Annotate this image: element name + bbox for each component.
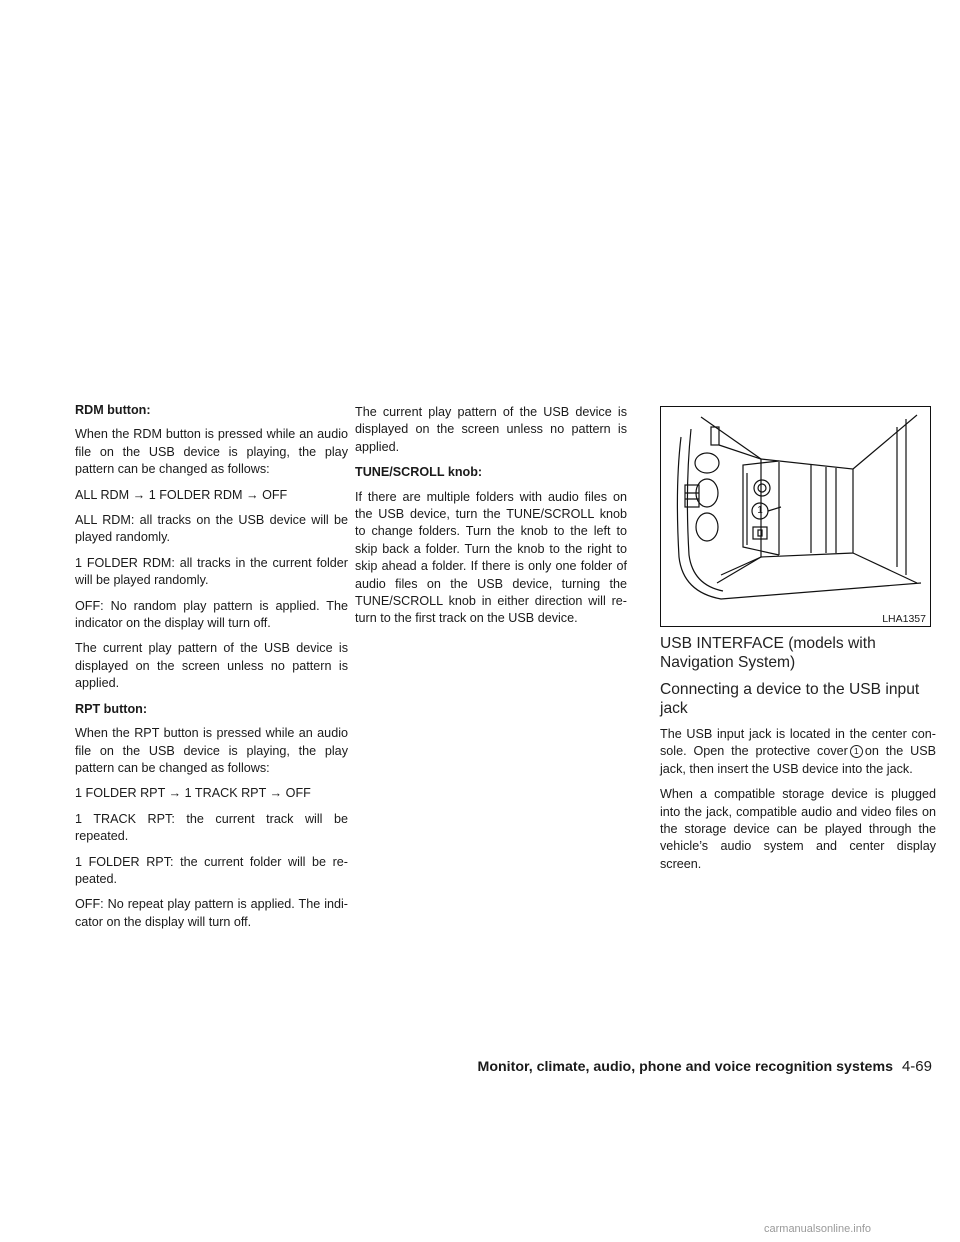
usb-jack-location-text bbox=[660, 726, 936, 778]
usb-jack-illustration bbox=[660, 406, 931, 627]
rdm-current-pattern: The current play pattern of the USB device is displayed on the screen unless no pattern is applied. bbox=[75, 641, 348, 691]
tune-scroll-desc: If there are multiple folders with audio files on the USB device, turn the TUNE/SCROLL knob to change folders. Turn the knob to the left to skip back a folder. Turn the knob to the right to skip ahead a folder. If there is only one folder of audio files on the USB device, turning the TUNE/SCROLL knob in either direction will re-turn to the first track on the USB device. bbox=[355, 489, 627, 626]
column-right bbox=[660, 634, 936, 881]
rpt-current-pattern: The current play pattern of the USB device is displayed on the screen unless no pattern is applied. bbox=[355, 405, 627, 454]
rpt-folder-desc: 1 FOLDER RPT: the current folder will be re-peated. bbox=[75, 854, 348, 886]
rpt-track-desc: 1 TRACK RPT: the current track will be repeated. bbox=[75, 811, 348, 844]
compatible-device-text: When a compatible storage device is plugged into the jack, compatible audio and video files on the storage device can be played through the vehicle’s audio system and center display screen. bbox=[660, 787, 936, 871]
rpt-intro: When the RPT button is pressed while an audio file on the USB device is playing, the play pattern can be changed as follows: bbox=[75, 726, 348, 775]
watermark: carmanualsonline.info bbox=[764, 1223, 872, 1235]
rdm-all-desc: ALL RDM: all tracks on the USB device will be played randomly. bbox=[75, 513, 348, 545]
rdm-intro: When the RDM button is pressed while an audio file on the USB device is playing, the play pattern can be changed as follows: bbox=[75, 427, 348, 477]
sub-heading: Connecting a device to the USB input jack bbox=[660, 681, 920, 717]
figure-label: LHA1357 bbox=[882, 613, 926, 625]
page-footer bbox=[478, 1058, 933, 1075]
column-left bbox=[75, 402, 348, 939]
rdm-folder-desc: 1 FOLDER RDM: all tracks in the current folder will be played randomly. bbox=[75, 555, 348, 588]
figure-callout-number: 1 bbox=[757, 505, 763, 516]
usb-jack-text-b: on the USB jack, then insert the USB device into the jack. bbox=[660, 744, 936, 776]
footer-section-title: Monitor, climate, audio, phone and voice recognition systems bbox=[477, 1059, 893, 1075]
usb-jack-text-a: The USB input jack is located in the center con-sole. Open the protective cover bbox=[660, 727, 936, 759]
rdm-sequence: ALL RDM → 1 FOLDER RDM → OFF bbox=[75, 487, 288, 502]
rdm-heading: RDM button: bbox=[75, 403, 151, 417]
rpt-off-desc: OFF: No repeat play pattern is applied. The indi-cator on the display will turn off. bbox=[75, 897, 348, 929]
rpt-heading: RPT button: bbox=[75, 701, 148, 716]
center-console-drawing bbox=[661, 407, 930, 626]
rdm-off-desc: OFF: No random play pattern is applied. The indicator on the display will turn off. bbox=[75, 598, 348, 631]
rpt-sequence: 1 FOLDER RPT → 1 TRACK RPT → OFF bbox=[75, 786, 311, 801]
tune-scroll-heading: TUNE/SCROLL knob: bbox=[355, 465, 483, 480]
section-heading: USB INTERFACE (models with Navigation System) bbox=[660, 635, 876, 671]
callout-circle-icon: 1 bbox=[850, 745, 863, 758]
column-middle bbox=[355, 404, 627, 636]
page-number: 4-69 bbox=[901, 1058, 932, 1075]
